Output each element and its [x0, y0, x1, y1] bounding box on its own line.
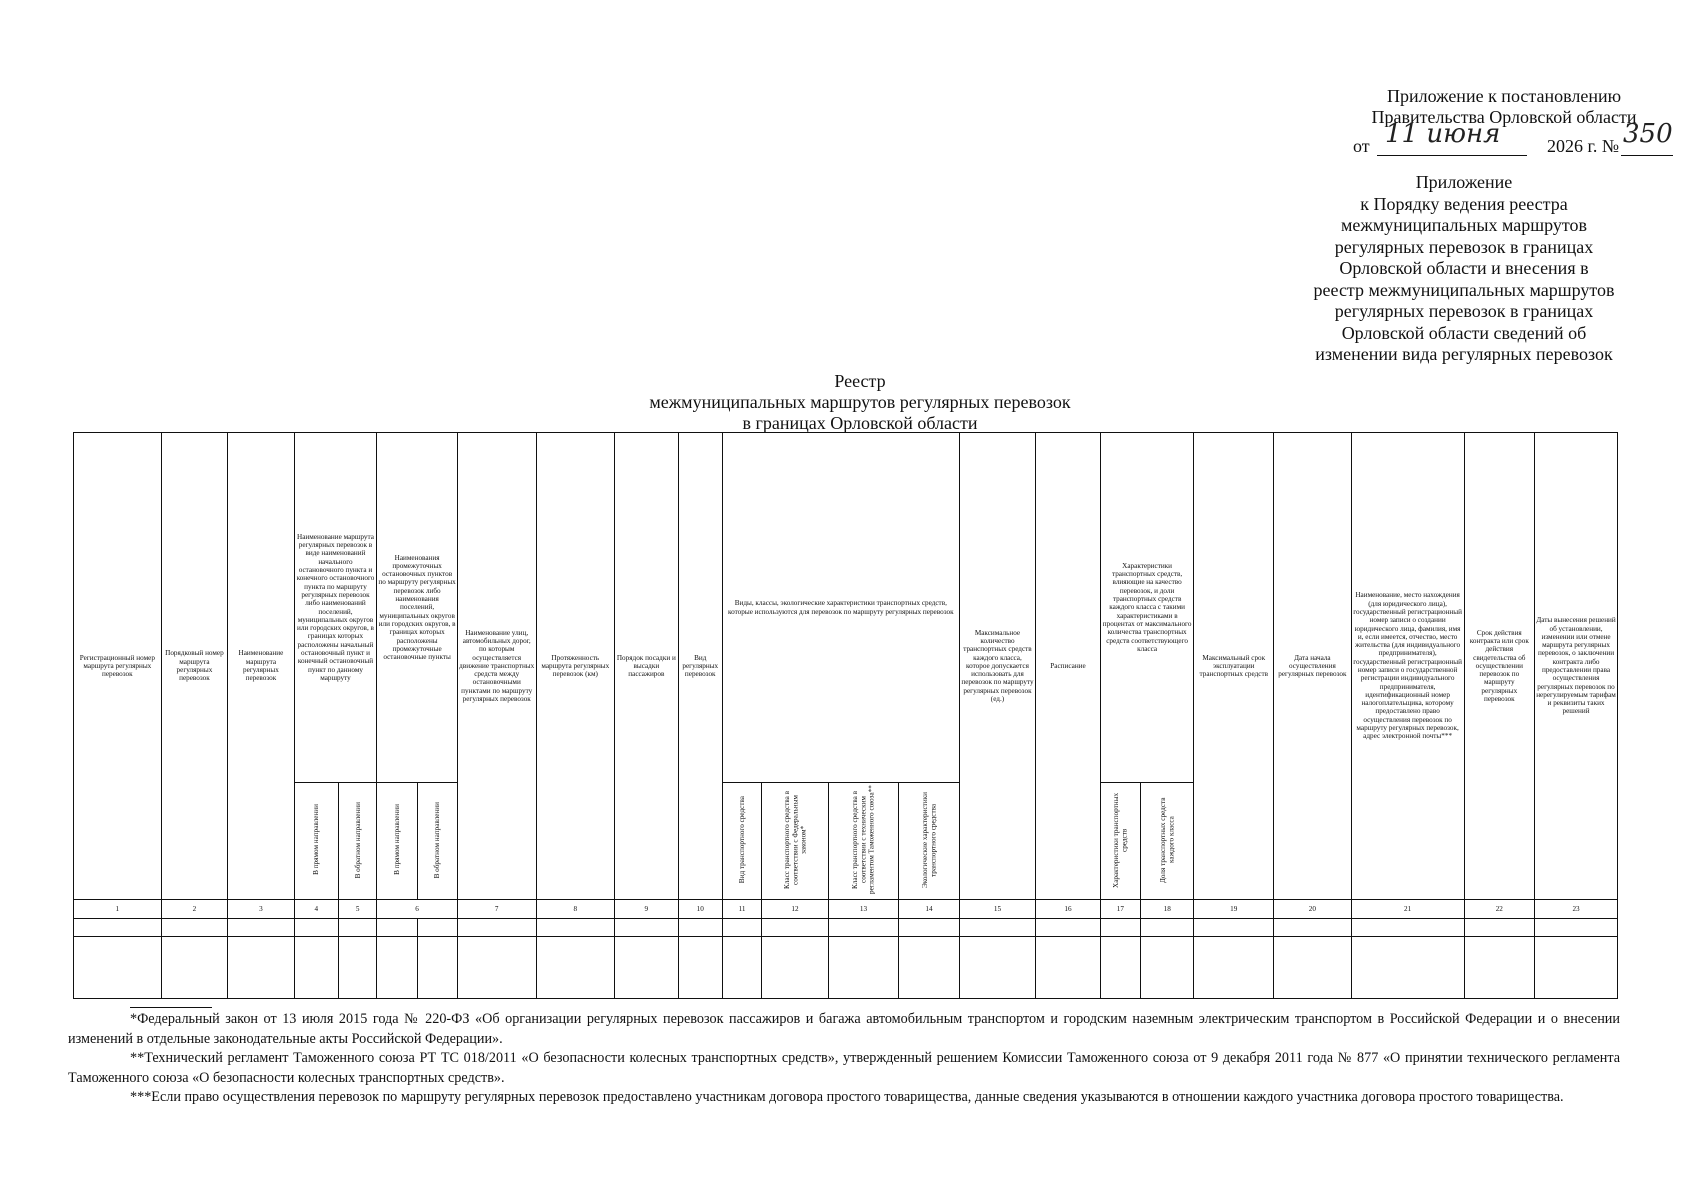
footnote-1: *Федеральный закон от 13 июля 2015 года № 220-ФЗ «Об организации регулярных перевозок пассажиров и багажа автомобильным транспортом и городским наземным электрическим транспортом в Российской Федерации и о внесении изменений в отдельные законодательные акты Российской Федерации».	[68, 1011, 1620, 1047]
header-carrier-info: Наименование, место нахождения (для юридического лица), государственный регистрационный номер записи о создании юридического лица, фамилия, имя и, если имеется, отчество, место жительства (для индивидуального предпринимателя), государственный регистрационный номер записи о государственной регистрации индивидуального предпринимателя, идентификационный номер налогоплательщика, которому предоставлено право осуществления перевозок по маршруту регулярных перевозок, адрес электронной почты***	[1351, 433, 1464, 900]
date-prefix: от	[1353, 136, 1370, 156]
number-handwritten: 350	[1623, 119, 1673, 149]
column-number: 1	[74, 900, 162, 919]
header-max-service-life: Максимальный срок эксплуатации транспортных средств	[1194, 433, 1274, 900]
date-handwritten: 11 июня	[1385, 119, 1501, 149]
subheader-ecological: Экологические характеристики транспортного средства	[899, 783, 959, 900]
subheader-forward-direction: В прямом направлении	[294, 783, 338, 900]
footnote-3: ***Если право осуществления перевозок по маршруту регулярных перевозок предоставлено участникам договора простого товарищества, данные сведения указываются в отношении каждого участника договора простого товарищества.	[130, 1089, 1564, 1105]
table-row	[74, 937, 1618, 999]
header-decision-dates: Даты вынесения решений об установлении, изменении или отмене маршрута регулярных перевозок, о заключении контракта либо предоставлении права осуществления регулярных перевозок по нерегулируемым тарифам и реквизиты таких решений	[1535, 433, 1618, 900]
footnotes	[68, 1010, 1620, 1108]
header-max-vehicles: Максимальное количество транспортных средств каждого класса, которое допускается использовать для перевозок по маршруту регулярных перевозок (ед.)	[959, 433, 1036, 900]
subheader-vehicle-class-customs: Класс транспортного средства в соответствии с техническим регламентом Таможенного союза**	[828, 783, 899, 900]
column-number: 12	[762, 900, 829, 919]
column-number: 20	[1274, 900, 1352, 919]
subheader-vehicle-class-federal: Класс транспортного средства в соответствии с Федеральным законом*	[762, 783, 829, 900]
appendix2-line: реестр межмуниципальных маршрутов	[1313, 279, 1615, 300]
year-text: 2026 г. №	[1547, 136, 1620, 156]
subheader-stops-forward: В прямом направлении	[377, 783, 417, 900]
header-vehicle-characteristics: Виды, классы, экологические характеристики транспортных средств, которые используются для перевозок по маршруту регулярных перевозок	[722, 433, 959, 783]
subheader-vehicle-characteristics: Характеристики транспортных средств	[1100, 783, 1140, 900]
header-route-name: Наименование маршрута регулярных перевозок	[228, 433, 295, 900]
appendix2-line: Орловской области сведений об	[1341, 322, 1587, 343]
document-title	[560, 371, 1160, 434]
column-number: 14	[899, 900, 959, 919]
subheader-class-share: Доля транспортных средств каждого класса	[1141, 783, 1194, 900]
header-intermediate-stops: Наименования промежуточных остановочных пунктов по маршруту регулярных перевозок либо наименования поселений, муниципальных округов или городских округов, в границах которых расположены промежуточные остановочные пункты	[377, 433, 458, 783]
header-route-endpoints: Наименование маршрута регулярных перевозок в виде наименований начального остановочного пункта и конечного остановочного пункта по маршруту регулярных перевозок либо наименований поселений, муниципальных округов или городских округов, в границах которых расположены начальный остановочный пункт и конечный остановочный пункт по данному маршруту	[294, 433, 377, 783]
column-number: 4	[294, 900, 338, 919]
subheader-vehicle-type: Вид транспортного средства	[722, 783, 761, 900]
appendix2-line: Приложение	[1415, 172, 1513, 192]
header-boarding-order: Порядок посадки и высадки пассажиров	[615, 433, 678, 900]
column-numbers-row	[74, 900, 1618, 919]
number-underline	[1621, 155, 1673, 156]
header-start-date: Дата начала осуществления регулярных перевозок	[1274, 433, 1352, 900]
column-number: 9	[615, 900, 678, 919]
footnote-2: **Технический регламент Таможенного союза РТ ТС 018/2011 «О безопасности колесных транспортных средств», утвержденный решением Комиссии Таможенного союза от 9 декабря 2011 года № 877 «О принятии технического регламента Таможенного союза «О безопасности колесных транспортных средств».	[68, 1050, 1620, 1086]
title-line3: в границах Орловской области	[742, 413, 978, 433]
header-streets: Наименование улиц, автомобильных дорог, по которым осуществляется движение транспортных средств между остановочными пунктами по маршруту регулярных перевозок	[457, 433, 536, 900]
column-number: 8	[536, 900, 615, 919]
appendix2-line: к Порядку ведения реестра	[1360, 193, 1568, 214]
column-number: 6	[377, 900, 458, 919]
column-number: 18	[1141, 900, 1194, 919]
table-row	[74, 919, 1618, 937]
header-ordinal-number: Порядковый номер маршрута регулярных перевозок	[161, 433, 228, 900]
registry-table	[73, 432, 1618, 999]
subheader-stops-reverse: В обратном направлении	[417, 783, 457, 900]
column-number: 11	[722, 900, 761, 919]
column-number: 2	[161, 900, 228, 919]
header-quality-characteristics: Характеристики транспортных средств, влияющие на качество перевозок, и доли транспортных средств каждого класса с такими характеристиками в процентах от максимального количества транспортных средств соответствующего класса	[1100, 433, 1194, 783]
header-registration-number: Регистрационный номер маршрута регулярных перевозок	[74, 433, 162, 900]
appendix-header	[1339, 86, 1673, 160]
subheader-reverse-direction: В обратном направлении	[339, 783, 377, 900]
date-underline	[1377, 155, 1527, 156]
appendix-line1: Приложение к постановлению	[1386, 86, 1622, 106]
appendix-line2: Правительства Орловской области	[1371, 107, 1637, 127]
column-number: 5	[339, 900, 377, 919]
title-line1: Реестр	[834, 371, 886, 391]
appendix2-line: межмуниципальных маршрутов	[1341, 215, 1587, 235]
column-number: 17	[1100, 900, 1140, 919]
column-number: 19	[1194, 900, 1274, 919]
column-number: 23	[1535, 900, 1618, 919]
header-schedule: Расписание	[1036, 433, 1100, 900]
column-number: 13	[828, 900, 899, 919]
column-number: 22	[1464, 900, 1535, 919]
appendix2-line: регулярных перевозок в границах	[1334, 236, 1594, 257]
appendix2-line: Орловской области и внесения в	[1339, 258, 1589, 278]
header-contract-term: Срок действия контракта или срок действия свидетельства об осуществлении перевозок по маршруту регулярных перевозок	[1464, 433, 1535, 900]
footnote-separator	[130, 1007, 212, 1008]
column-number: 10	[678, 900, 722, 919]
header-route-length: Протяженность маршрута регулярных перевозок (км)	[536, 433, 615, 900]
header-transport-type: Вид регулярных перевозок	[678, 433, 722, 900]
column-number: 7	[457, 900, 536, 919]
column-number: 3	[228, 900, 295, 919]
title-line2: межмуниципальных маршрутов регулярных перевозок	[649, 392, 1071, 412]
column-number: 21	[1351, 900, 1464, 919]
appendix-order-block	[1299, 172, 1629, 366]
appendix2-line: изменении вида регулярных перевозок	[1315, 344, 1613, 364]
appendix2-line: регулярных перевозок в границах	[1334, 301, 1594, 321]
column-number: 16	[1036, 900, 1100, 919]
column-number: 15	[959, 900, 1036, 919]
appendix-date-line	[1339, 119, 1673, 160]
